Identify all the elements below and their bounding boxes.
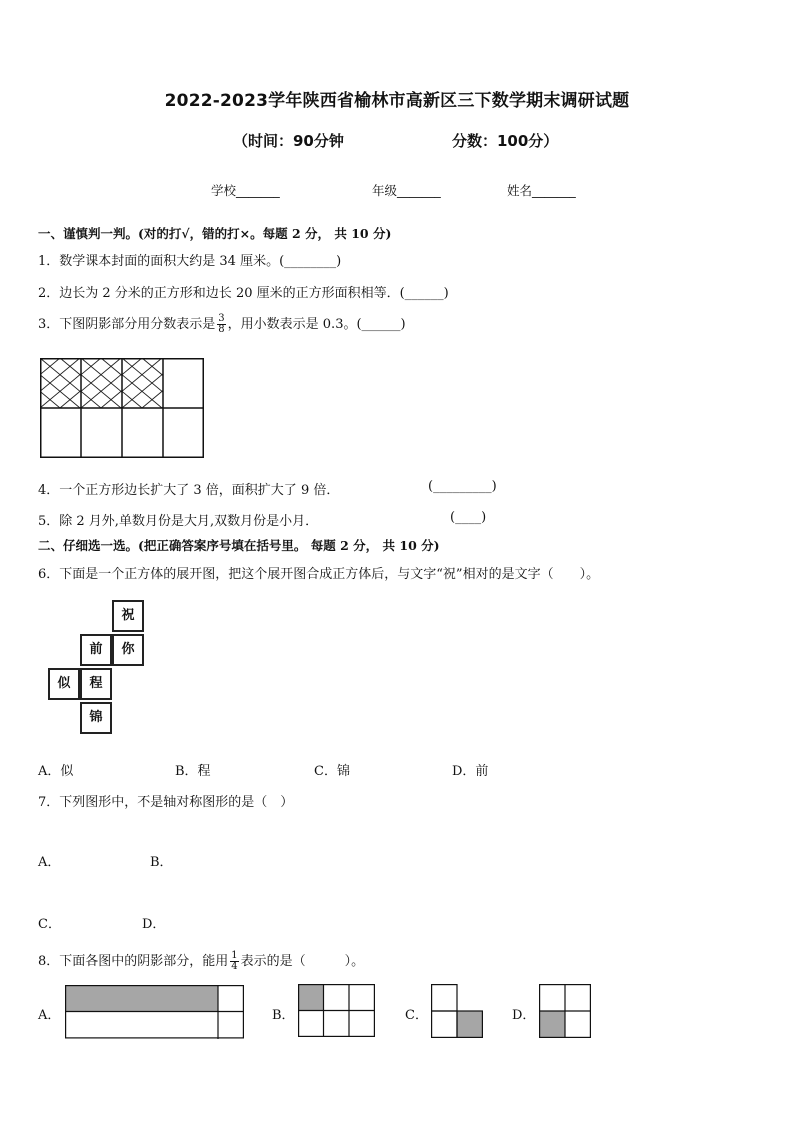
question-4-answer-blank: (_________) (428, 479, 497, 494)
net-cell-qian: 前 (80, 634, 112, 666)
cube-net (44, 600, 149, 740)
fraction-numerator: 3 (218, 313, 225, 324)
question-3-text: 3．下图阴影部分用分数表示是 (38, 317, 216, 332)
q8-figure-d (539, 984, 591, 1038)
fraction-three-eighths (217, 314, 225, 335)
q7-option-c: C． (38, 917, 61, 932)
q7-option-d: D． (142, 917, 166, 932)
question-5: 5．除 2 月外,单数月份是大月,双数月份是小月． (38, 514, 319, 529)
exam-time: （时间：90分钟 (233, 132, 344, 150)
fraction-grid-figure (40, 358, 204, 458)
q8-option-b: B． (272, 1008, 295, 1023)
net-cell-zhu: 祝 (112, 600, 144, 632)
net-cell-si: 似 (48, 668, 80, 700)
question-3 (38, 313, 406, 335)
q7-option-b: B． (150, 855, 173, 870)
fraction-one-quarter (230, 951, 238, 972)
q8-figure-a (65, 985, 244, 1039)
q6-option-c: C．锦 (314, 764, 350, 779)
fraction-denominator: 8 (218, 324, 225, 335)
grade-field: 年级_______ (372, 183, 441, 198)
name-field: 姓名_______ (507, 183, 576, 198)
q6-option-d: D．前 (452, 764, 489, 779)
fraction-grid (40, 358, 204, 458)
question-1: 1．数学课本封面的面积大约是 34 厘米。(________) (38, 254, 342, 269)
question-8-text-end: 表示的是（ ）。 (240, 954, 365, 969)
exam-score: 分数：100分） (452, 132, 559, 150)
question-6: 6．下面是一个正方体的展开图，把这个展开图合成正方体后，与文字“祝”相对的是文字（ ）。 (38, 567, 600, 582)
fraction-numerator: 1 (231, 950, 238, 961)
fraction-denominator: 4 (231, 961, 238, 972)
net-cell-jin: 锦 (80, 702, 112, 734)
section-2-heading: 二、仔细选一选。(把正确答案序号填在括号里。 每题 2 分， 共 10 分) (38, 538, 440, 553)
q8-option-c: C． (405, 1008, 428, 1023)
question-8 (38, 950, 364, 972)
question-4: 4．一个正方形边长扩大了 3 倍，面积扩大了 9 倍． (38, 483, 340, 498)
q8-option-a: A． (38, 1008, 61, 1023)
section-1-heading: 一、谨慎判一判。(对的打√，错的打×。每题 2 分， 共 10 分) (38, 226, 392, 241)
q8-figure-b (298, 984, 375, 1037)
q8-figure-c (431, 984, 483, 1038)
net-cell-cheng: 程 (80, 668, 112, 700)
question-2: 2．边长为 2 分米的正方形和边长 20 厘米的正方形面积相等．(______) (38, 286, 449, 301)
q6-option-a: A．似 (38, 764, 74, 779)
q7-option-a: A． (38, 855, 61, 870)
q8-option-d: D． (512, 1008, 536, 1023)
question-8-text: 8．下面各图中的阴影部分，能用 (38, 954, 229, 969)
school-field: 学校_______ (211, 183, 280, 198)
question-5-answer-blank: (____) (450, 510, 487, 525)
q6-option-b: B．程 (175, 764, 211, 779)
question-7: 7．下列图形中，不是轴对称图形的是（ ） (38, 795, 294, 810)
page-title: 2022-2023学年陕西省榆林市高新区三下数学期末调研试题 (164, 91, 630, 111)
question-3-text-end: ，用小数表示是 0.3。(______) (227, 317, 406, 332)
net-cell-ni: 你 (112, 634, 144, 666)
